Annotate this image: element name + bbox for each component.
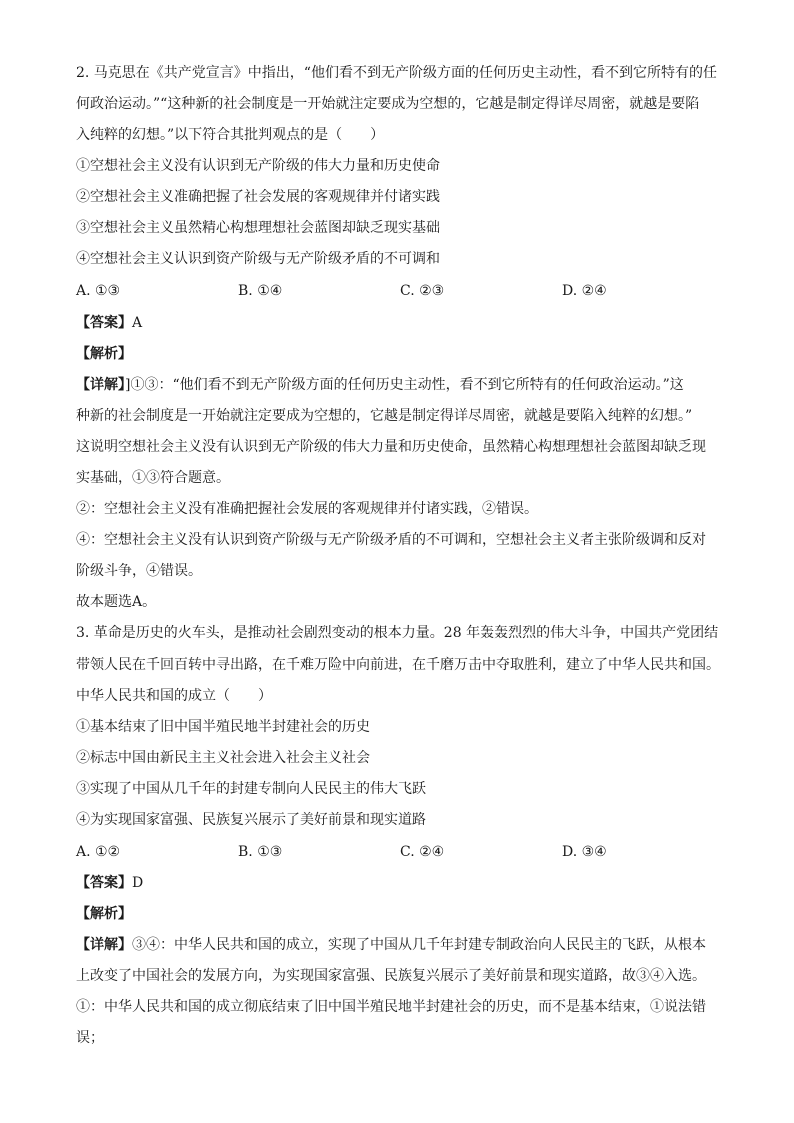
q2-stem-line-1: 2. 马克思在《共产党宣言》中指出，“他们看不到无产阶级方面的任何历史主动性，看不到它所特有的任 bbox=[76, 65, 717, 81]
q3-detail-line-3: ①：中华人民共和国的成立彻底结束了旧中国半殖民地半封建社会的历史，而不是基本结束，①说法错 bbox=[76, 999, 706, 1015]
q2-detail-line-5: ②：空想社会主义没有准确把握社会发展的客观规律并付诸实践，②错误。 bbox=[76, 501, 538, 517]
q2-stem-line-3: 入纯粹的幻想。”以下符合其批判观点的是（ ） bbox=[76, 127, 385, 143]
q2-stem-line-2: 何政治运动。”“这种新的社会制度是一开始就注定要成为空想的，它越是制定得详尽周密，就越是要陷 bbox=[76, 96, 700, 112]
q2-answer-label: 【答案】 bbox=[76, 315, 132, 331]
q2-answer-value: A bbox=[132, 315, 143, 331]
q2-item-1: ①空想社会主义没有认识到无产阶级的伟大力量和历史使命 bbox=[76, 158, 440, 174]
q3-analysis-heading: 【解析】 bbox=[76, 906, 132, 922]
q2-option-a: A. ①③ bbox=[76, 283, 121, 299]
q3-item-3: ③实现了中国从几千年的封建专制向人民民主的伟大飞跃 bbox=[76, 781, 426, 797]
q3-answer-label: 【答案】 bbox=[76, 875, 132, 891]
q3-option-d: D. ③④ bbox=[562, 844, 607, 860]
q2-detail-label: 【详解】 bbox=[76, 377, 125, 393]
q2-item-2: ②空想社会主义准确把握了社会发展的客观规律并付诸实践 bbox=[76, 189, 440, 205]
q3-options bbox=[76, 842, 736, 862]
q2-item-4: ④空想社会主义认识到资产阶级与无产阶级矛盾的不可调和 bbox=[76, 251, 440, 267]
q3-item-2: ②标志中国由新民主主义社会进入社会主义社会 bbox=[76, 750, 370, 766]
q3-answer-value: D bbox=[132, 875, 144, 891]
q2-item-3: ③空想社会主义虽然精心构想理想社会蓝图却缺乏现实基础 bbox=[76, 220, 440, 236]
q2-detail-line-1 bbox=[76, 375, 736, 395]
q3-detail-line-1 bbox=[76, 935, 736, 955]
q2-option-d: D. ②④ bbox=[562, 283, 607, 299]
q2-detail-line-7: 阶级斗争，④错误。 bbox=[76, 563, 202, 579]
q2-detail-line-4: 实基础，①③符合题意。 bbox=[76, 470, 230, 486]
q3-detail-label: 【详解】 bbox=[76, 937, 132, 953]
q3-stem-line-1: 3. 革命是历史的火车头，是推动社会剧烈变动的根本力量。28 年轰轰烈烈的伟大斗争，中国共产党团结 bbox=[76, 625, 719, 641]
q3-option-a: A. ①② bbox=[76, 844, 121, 860]
q2-answer-line bbox=[76, 313, 736, 333]
q2-option-c: C. ②③ bbox=[400, 283, 445, 299]
q3-stem-line-3: 中华人民共和国的成立（ ） bbox=[76, 688, 272, 704]
q3-option-b: B. ①③ bbox=[238, 844, 283, 860]
q2-analysis-label bbox=[76, 344, 736, 364]
q2-detail-line-6: ④：空想社会主义没有认识到资产阶级与无产阶级矛盾的不可调和，空想社会主义者主张阶级调和反对 bbox=[76, 532, 706, 548]
q2-analysis-heading: 【解析】 bbox=[76, 346, 132, 362]
q3-stem-line-2: 带领人民在千回百转中寻出路，在千难万险中向前进，在千磨万击中夺取胜利，建立了中华人民共和国。 bbox=[76, 657, 720, 673]
q3-analysis-label bbox=[76, 904, 736, 924]
q2-detail-line-2: 种新的社会制度是一开始就注定要成为空想的，它越是制定得详尽周密，就越是要陷入纯粹的幻想。” bbox=[76, 408, 693, 424]
q3-detail-text-1: ③④：中华人民共和国的成立，实现了中国从几千年封建专制政治向人民民主的飞跃，从根本 bbox=[132, 937, 706, 953]
q2-detail-line-8: 故本题选A。 bbox=[76, 594, 157, 610]
q2-detail-line-3: 这说明空想社会主义没有认识到无产阶级的伟大力量和历史使命，虽然精心构想理想社会蓝图却缺乏现 bbox=[76, 439, 706, 455]
q3-item-1: ①基本结束了旧中国半殖民地半封建社会的历史 bbox=[76, 719, 370, 735]
q2-option-b: B. ①④ bbox=[238, 283, 283, 299]
q2-options bbox=[76, 281, 736, 301]
q3-answer-line bbox=[76, 873, 736, 893]
q3-detail-line-2: 上改变了中国社会的发展方向，为实现国家富强、民族复兴展示了美好前景和现实道路，故③④入选。 bbox=[76, 968, 706, 984]
q3-item-4: ④为实现国家富强、民族复兴展示了美好前景和现实道路 bbox=[76, 812, 426, 828]
q2-detail-text-1: ]①③：“他们看不到无产阶级方面的任何历史主动性，看不到它所特有的任何政治运动。”这 bbox=[125, 377, 684, 393]
q3-option-c: C. ②④ bbox=[400, 844, 445, 860]
q3-detail-line-4: 误； bbox=[76, 1030, 104, 1046]
